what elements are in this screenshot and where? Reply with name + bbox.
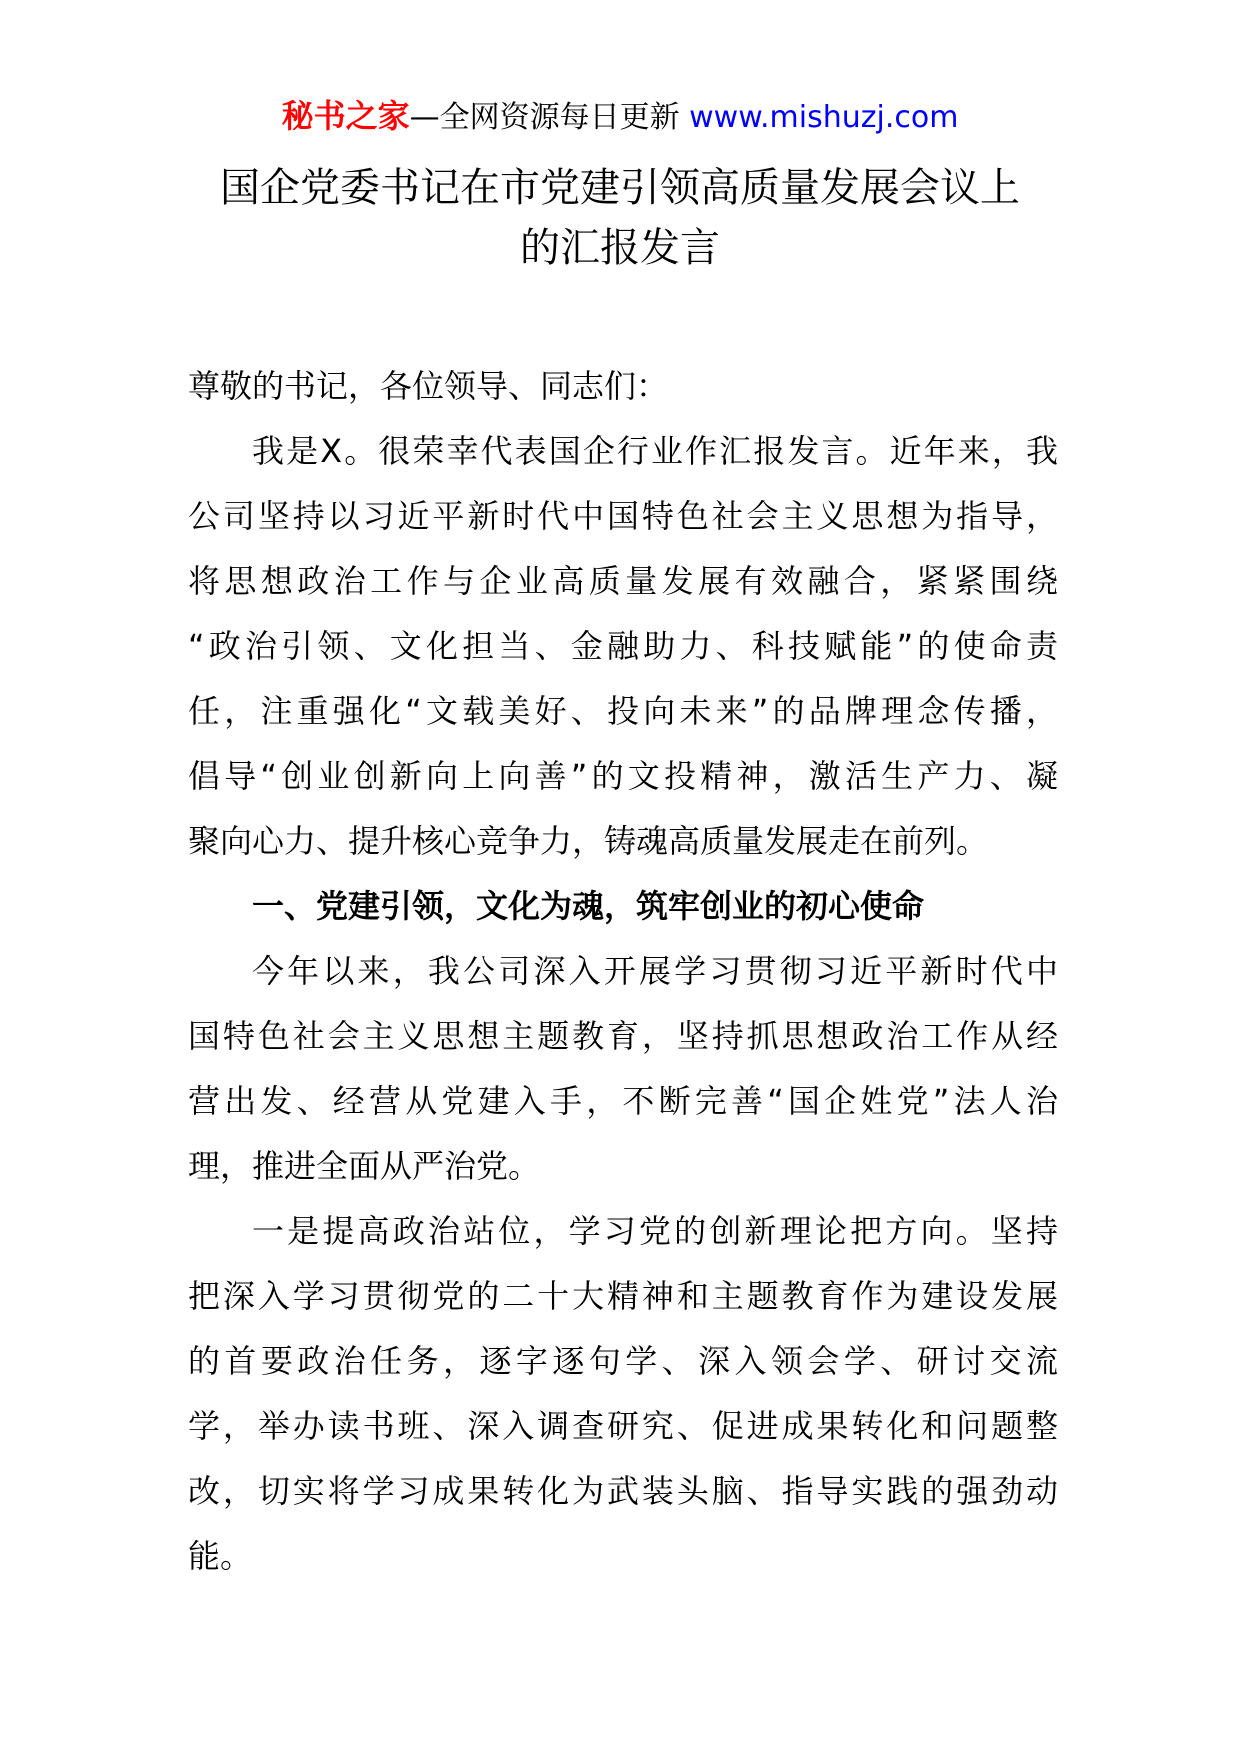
paragraph-line: 聚向心力、提升核心竞争力，铸魂高质量发展走在前列。: [188, 822, 989, 860]
paragraph-line: 营出发、经营从党建入手，不断完善“国企姓党”法人治: [188, 1082, 1058, 1120]
paragraph-line: 将思想政治工作与企业高质量发展有效融合，紧紧围绕: [188, 562, 1058, 600]
salutation: 尊敬的书记，各位领导、同志们：: [188, 367, 669, 405]
paragraph-line: 一是提高政治站位，学习党的创新理论把方向。坚持: [252, 1212, 1058, 1250]
paragraph-line: 公司坚持以习近平新时代中国特色社会主义思想为指导，: [188, 497, 1058, 535]
paragraph-line: 任，注重强化“文载美好、投向未来”的品牌理念传播，: [188, 692, 1058, 730]
paragraph-line: 今年以来，我公司深入开展学习贯彻习近平新时代中: [252, 952, 1058, 990]
paragraph-line: 理，推进全面从严治党。: [188, 1147, 541, 1185]
paragraph-line: 国特色社会主义思想主题教育，坚持抓思想政治工作从经: [188, 1017, 1058, 1055]
paragraph-line: 我是X。很荣幸代表国企行业作汇报发言。近年来，我: [252, 432, 1058, 470]
document-title: [170, 158, 1070, 278]
paragraph-line: 把深入学习贯彻党的二十大精神和主题教育作为建设发展: [188, 1277, 1058, 1315]
paragraph-line: 学，举办读书班、深入调查研究、促进成果转化和问题整: [188, 1407, 1058, 1445]
title-line-2: 的汇报发言: [520, 225, 720, 271]
paragraph-line: 倡导“创业创新向上向善”的文投精神，激活生产力、凝: [188, 757, 1058, 795]
paragraph-line: 能。: [188, 1537, 253, 1575]
paragraph-line: “政治引领、文化担当、金融助力、科技赋能”的使命责: [188, 627, 1058, 665]
section-heading: 一、党建引领，文化为魂，筑牢创业的初心使命: [252, 887, 925, 925]
document-body: [188, 354, 1058, 1589]
site-banner: [0, 96, 1240, 138]
paragraph-line: 的首要政治任务，逐字逐句学、深入领会学、研讨交流: [188, 1342, 1058, 1380]
site-brand: 秘书之家: [281, 97, 410, 135]
site-tagline: —全网资源每日更新: [409, 100, 690, 135]
title-line-1: 国企党委书记在市党建引领高质量发展会议上: [220, 165, 1020, 211]
paragraph-line: 改，切实将学习成果转化为武装头脑、指导实践的强劲动: [188, 1472, 1058, 1510]
site-url[interactable]: www.mishuzj.com: [689, 100, 959, 135]
